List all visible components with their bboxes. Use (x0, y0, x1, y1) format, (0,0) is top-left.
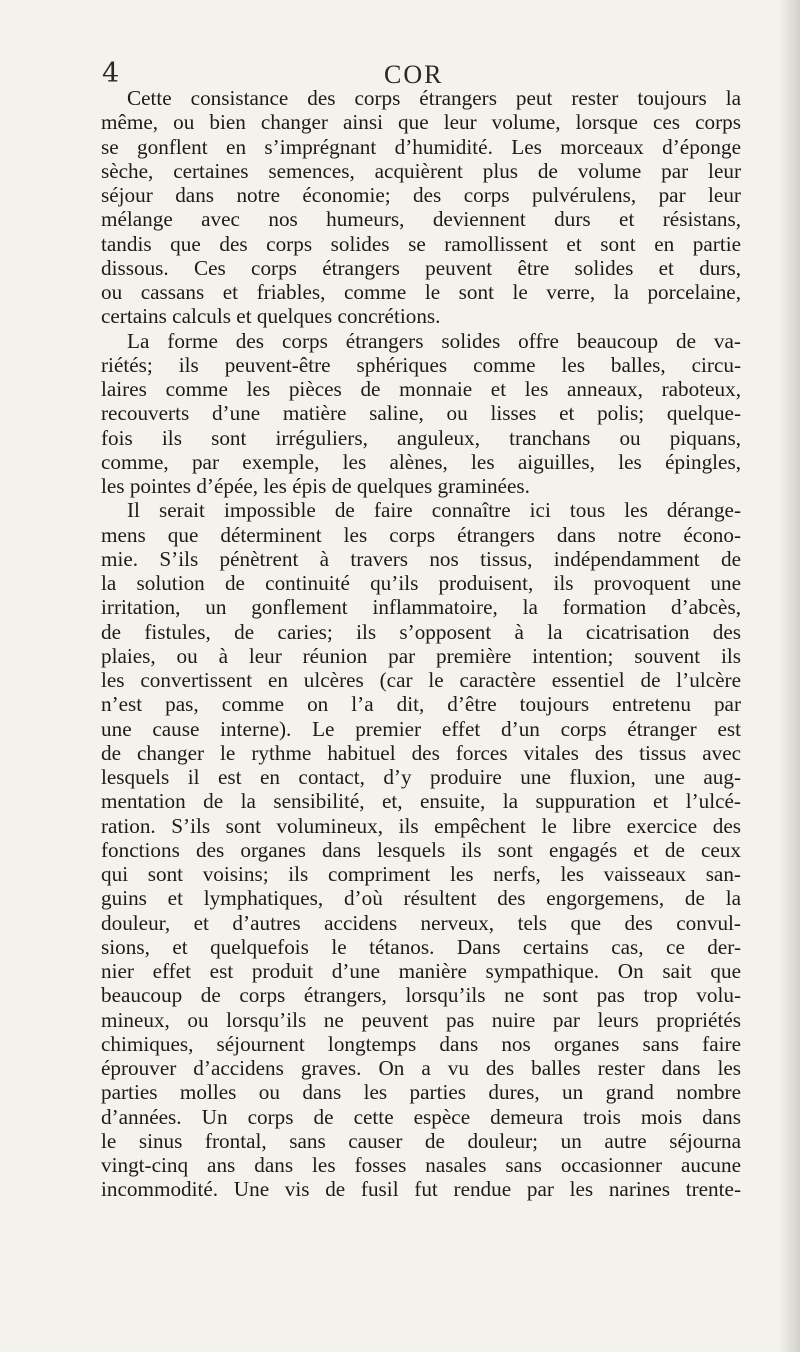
text-line: mens que déterminent les corps étrangers dans notre écono- (101, 522, 741, 547)
text-line: certains calculs et quelques concrétions. (101, 304, 441, 329)
text-line: Cette consistance des corps étrangers peut rester toujours la (127, 86, 741, 110)
text-line: tandis que des corps solides se ramollissent et sont en partie (101, 231, 741, 256)
text-line: séjour dans notre économie; des corps pulvérulens, par leur (101, 183, 741, 207)
text-line: guins et lymphatiques, d’où résultent des engorgemens, de la (101, 886, 741, 911)
text-line: lesquels il est en contact, d’y produire une fluxion, une aug- (101, 765, 741, 789)
text-line: la solution de continuité qu’ils produisent, ils provoquent une (101, 571, 741, 595)
text-line: les convertissent en ulcères (car le caractère essentiel de l’ulcère (101, 668, 741, 692)
text-line: plaies, ou à leur réunion par première intention; souvent ils (101, 643, 741, 668)
text-line: vingt-cinq ans dans les fosses nasales sans occasionner aucune (101, 1153, 741, 1177)
text-line: nier effet est produit d’une manière sympathique. On sait que (101, 959, 741, 983)
text-line: une cause interne). Le premier effet d’un corps étranger est (101, 716, 741, 741)
text-line: mineux, ou lorsqu’ils ne peuvent pas nuire par leurs propriétés (101, 1007, 741, 1032)
text-line: les pointes d’épée, les épis de quelques graminées. (101, 474, 530, 498)
text-line: qui sont voisins; ils compriment les nerfs, les vaisseaux san- (101, 862, 741, 886)
text-line: riétés; ils peuvent-être sphériques comme les balles, circu- (101, 352, 741, 377)
text-line: d’années. Un corps de cette espèce demeura trois mois dans (101, 1104, 741, 1129)
text-line: irritation, un gonflement inflammatoire, la formation d’abcès, (101, 595, 741, 620)
text-line: dissous. Ces corps étrangers peuvent être solides et durs, (101, 255, 741, 280)
text-line: de fistules, de caries; ils s’opposent à la cicatrisation des (101, 619, 741, 644)
text-line: laires comme les pièces de monnaie et les anneaux, raboteux, (101, 377, 741, 401)
body-text (101, 86, 741, 1202)
text-line: même, ou bien changer ainsi que leur volume, lorsque ces corps (101, 110, 741, 135)
text-line: sèche, certaines semences, acquièrent plus de volume par leur (101, 158, 741, 183)
text-line: se gonflent en s’imprégnant d’humidité. Les morceaux d’éponge (101, 134, 741, 159)
text-line: de changer le rythme habituel des forces vitales des tissus avec (101, 740, 741, 765)
text-line: mentation de la sensibilité, et, ensuite, la suppuration et l’ulcé- (101, 789, 741, 814)
text-line: comme, par exemple, les alènes, les aiguilles, les épingles, (101, 449, 741, 474)
text-line: ou cassans et friables, comme le sont le verre, la porcelaine, (101, 280, 741, 304)
text-line: chimiques, séjournent longtemps dans nos organes sans faire (101, 1031, 741, 1056)
text-line: Il serait impossible de faire connaître ici tous les dérange- (127, 498, 741, 523)
page-edge-shadow (778, 0, 800, 1352)
text-line: éprouver d’accidens graves. On a vu des balles rester dans les (101, 1056, 741, 1080)
text-line: ration. S’ils sont volumineux, ils empêchent le libre exercice des (101, 813, 741, 838)
page-number: 4 (102, 58, 120, 89)
text-line: parties molles ou dans les parties dures, un grand nombre (101, 1080, 741, 1105)
text-line: recouverts d’une matière saline, ou lisses et polis; quelque- (101, 401, 741, 426)
text-line: beaucoup de corps étrangers, lorsqu’ils ne sont pas trop volu- (101, 983, 741, 1008)
text-line: fois ils sont irréguliers, anguleux, tranchans ou piquans, (101, 425, 741, 450)
text-line: mie. S’ils pénètrent à travers nos tissus, indépendamment de (101, 546, 741, 571)
text-line: fonctions des organes dans lesquels ils sont engagés et de ceux (101, 837, 741, 862)
text-line: sions, et quelquefois le tétanos. Dans certains cas, ce der- (101, 934, 741, 959)
text-line: n’est pas, comme on l’a dit, d’être toujours entretenu par (101, 692, 741, 717)
text-line: mélange avec nos humeurs, deviennent durs et résistans, (101, 207, 741, 232)
text-line: douleur, et d’autres accidens nerveux, tels que des convul- (101, 910, 741, 935)
text-line: incommodité. Une vis de fusil fut rendue par les narines trente- (101, 1177, 741, 1202)
text-line: le sinus frontal, sans causer de douleur; un autre séjourna (101, 1128, 741, 1153)
text-line: La forme des corps étrangers solides offre beaucoup de va- (127, 328, 741, 353)
running-title: COR (384, 60, 444, 89)
